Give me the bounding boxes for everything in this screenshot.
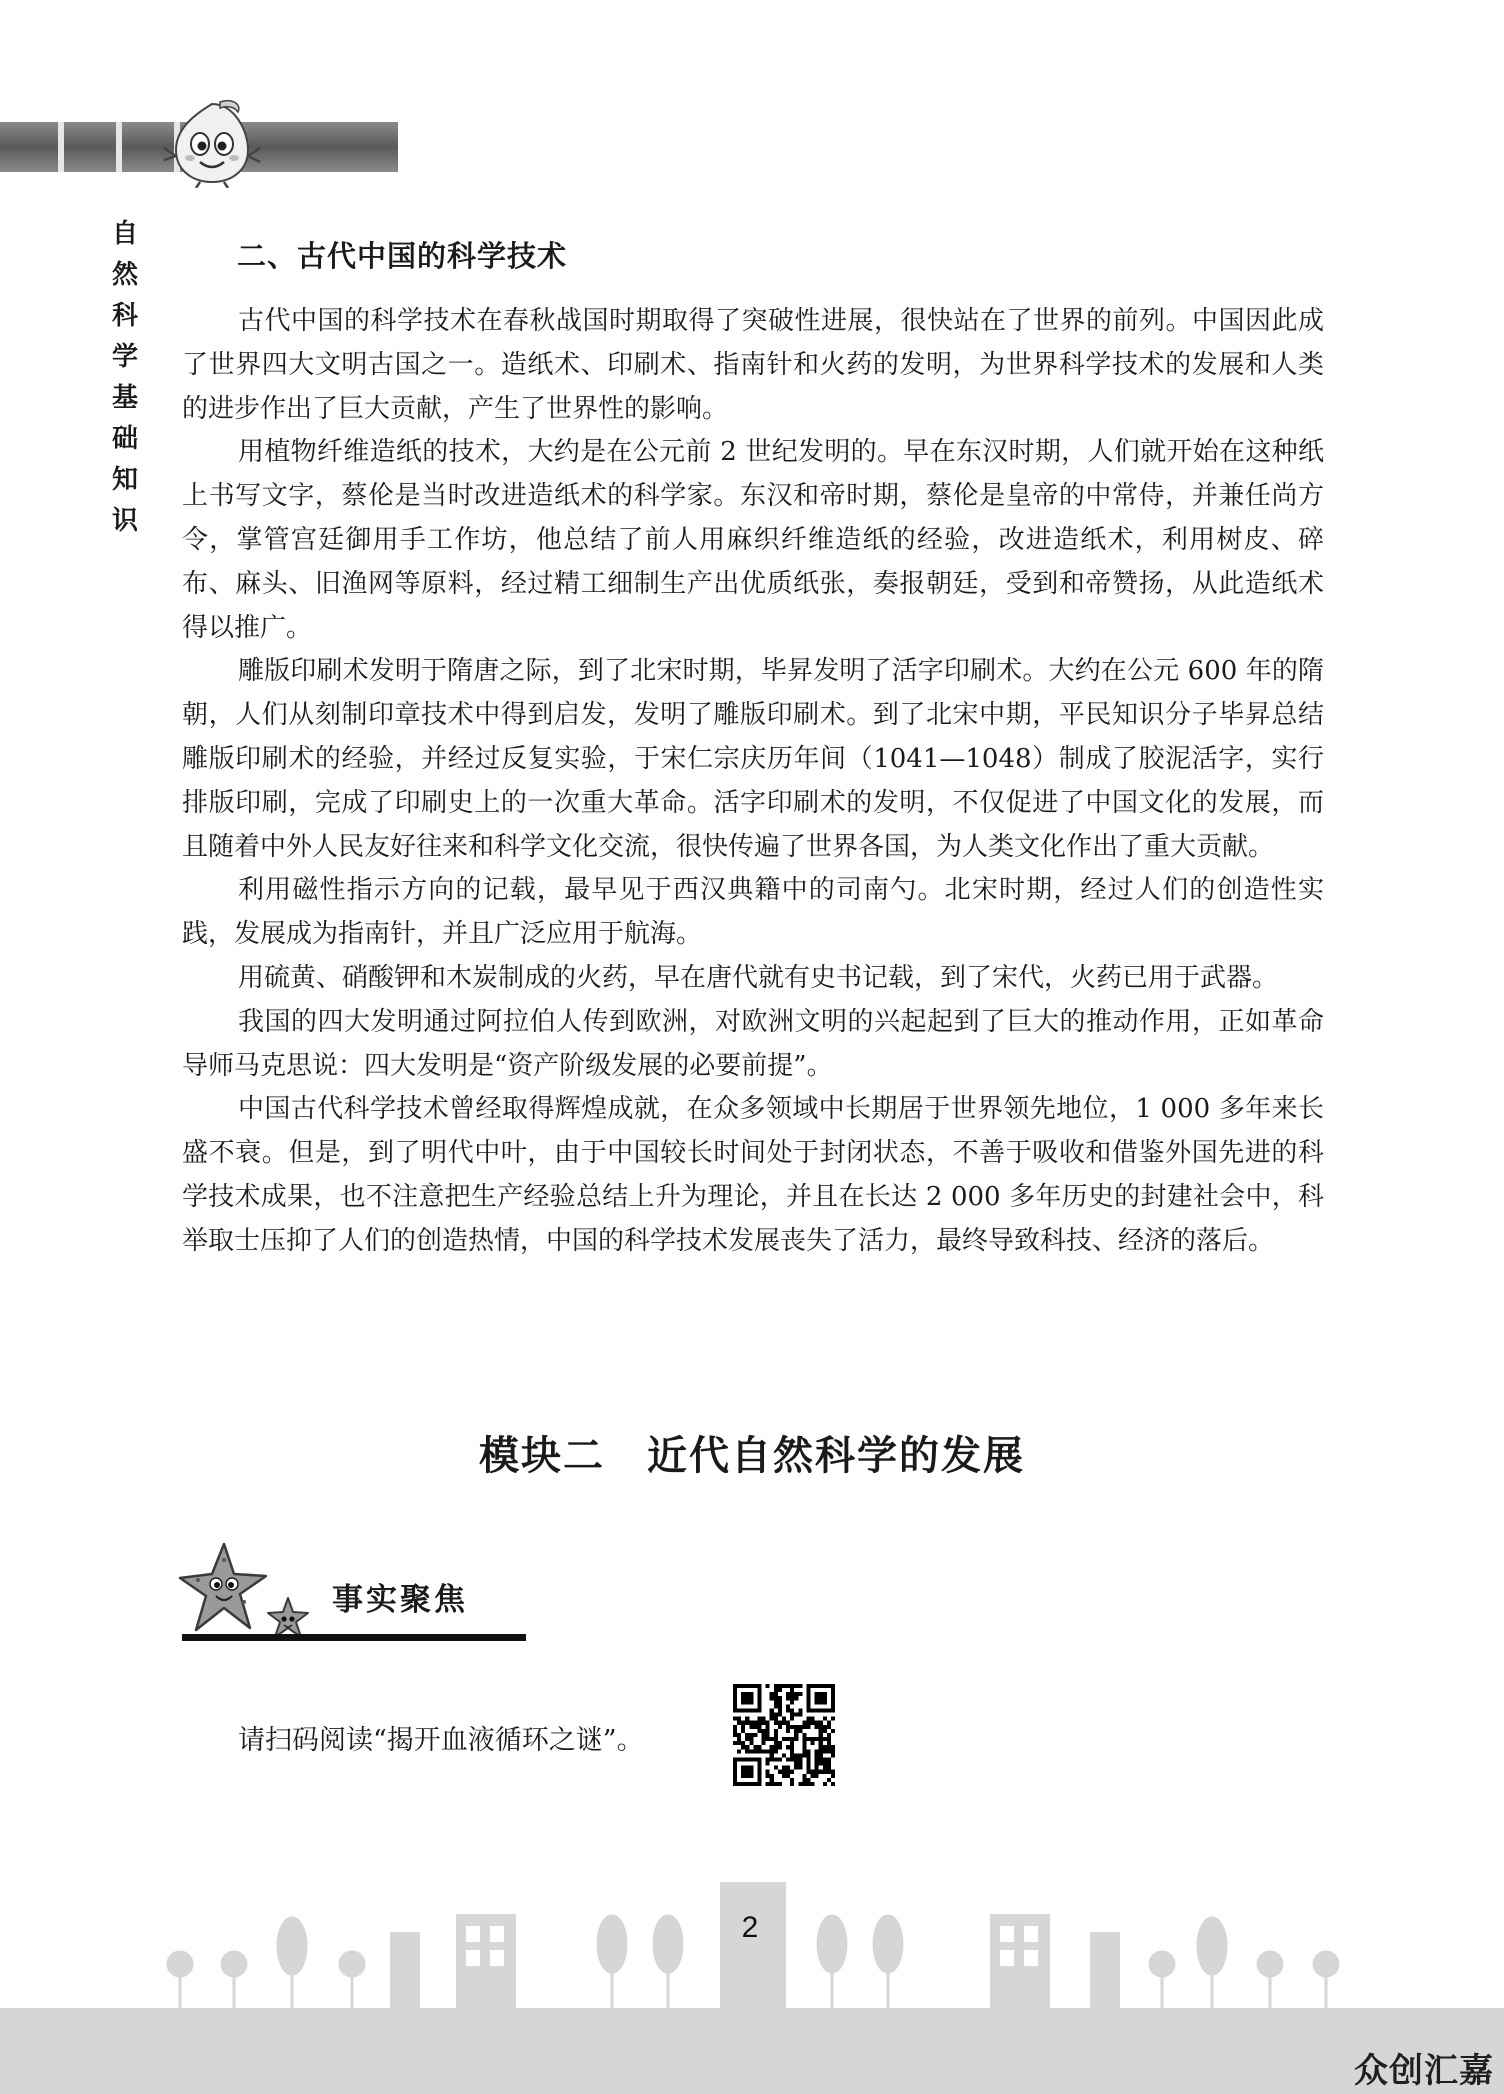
- qr-instruction: 请扫码阅读“揭开血液循环之谜”。: [238, 1725, 644, 1756]
- qr-code[interactable]: [733, 1684, 835, 1786]
- paragraph: 雕版印刷术发明于隋唐之际，到了北宋时期，毕昇发明了活字印刷术。大约在公元 600 年的隋朝，人们从刻制印章技术中得到启发，发明了雕版印刷术。到了北宋中期，平民知识分子毕昇总结雕版印刷术的经验，并经过反复实验，于宋仁宗庆历年间（1041—1048）制成了胶泥活字，实行排版印刷，完成了印刷史上的一次重大革命。活字印刷术的发明，不仅促进了中国文化的发展，而且随着中外人民友好往来和科学文化交流，很快传遍了世界各国，为人类文化作出了重大贡献。: [182, 656, 1324, 862]
- paragraph: 我国的四大发明通过阿拉伯人传到欧洲，对欧洲文明的兴起起到了巨大的推动作用，正如革命导师马克思说：四大发明是“资产阶级发展的必要前提”。: [182, 1006, 1324, 1081]
- book-title-char: 学: [111, 342, 138, 372]
- paragraph: 用硫黄、硝酸钾和木炭制成的火药，早在唐代就有史书记载，到了宋代，火药已用于武器。: [238, 962, 1279, 993]
- mascot-illustration: [162, 96, 262, 188]
- book-title-char: 基: [111, 383, 138, 413]
- book-title-char: 然: [111, 260, 138, 290]
- book-title-char: 识: [111, 506, 138, 536]
- paragraph: 用植物纤维造纸的技术，大约是在公元前 2 世纪发明的。早在东汉时期，人们就开始在这种纸上书写文字，蔡伦是当时改进造纸术的科学家。东汉和帝时期，蔡伦是皇帝的中常侍，并兼任尚方令，掌管宫廷御用手工作坊，他总结了前人用麻织纤维造纸的经验，改进造纸术，利用树皮、碎布、麻头、旧渔网等原料，经过精工细制生产出优质纸张，奏报朝廷，受到和帝赞扬，从此造纸术得以推广。: [182, 437, 1324, 643]
- book-title-char: 科: [111, 301, 138, 331]
- book-title-vertical: [108, 214, 142, 542]
- watermark: 众创汇嘉: [1354, 2051, 1494, 2091]
- body-text: [182, 300, 1324, 1264]
- facts-underline: [182, 1634, 526, 1641]
- module-title: 模块二 近代自然科学的发展: [479, 1433, 1025, 1479]
- section-heading: 二、古代中国的科学技术: [237, 239, 568, 273]
- page-number: 2: [741, 1911, 759, 1944]
- footer-skyline: [0, 1876, 1504, 2094]
- book-title-char: 知: [111, 465, 138, 495]
- paragraph: 利用磁性指示方向的记载，最早见于西汉典籍中的司南勺。北宋时期，经过人们的创造性实践，发展成为指南针，并且广泛应用于航海。: [182, 875, 1324, 950]
- paragraph: 中国古代科学技术曾经取得辉煌成就，在众多领域中长期居于世界领先地位，1 000 多年来长盛不衰。但是，到了明代中叶，由于中国较长时间处于封闭状态，不善于吸收和借鉴外国先进的科学技术成果，也不注意把生产经验总结上升为理论，并且在长达 2 000 多年历史的封建社会中，科举取士压抑了人们的创造热情，中国的科学技术发展丧失了活力，最终导致科技、经济的落后。: [182, 1094, 1324, 1256]
- book-title-char: 础: [111, 424, 138, 454]
- book-title-char: 自: [111, 219, 138, 249]
- starfish-icon: [178, 1540, 324, 1640]
- paragraph: 古代中国的科学技术在春秋战国时期取得了突破性进展，很快站在了世界的前列。中国因此成了世界四大文明古国之一。造纸术、印刷术、指南针和火药的发明，为世界科学技术的发展和人类的进步作出了巨大贡献，产生了世界性的影响。: [182, 306, 1324, 424]
- facts-label: 事实聚焦: [332, 1582, 468, 1618]
